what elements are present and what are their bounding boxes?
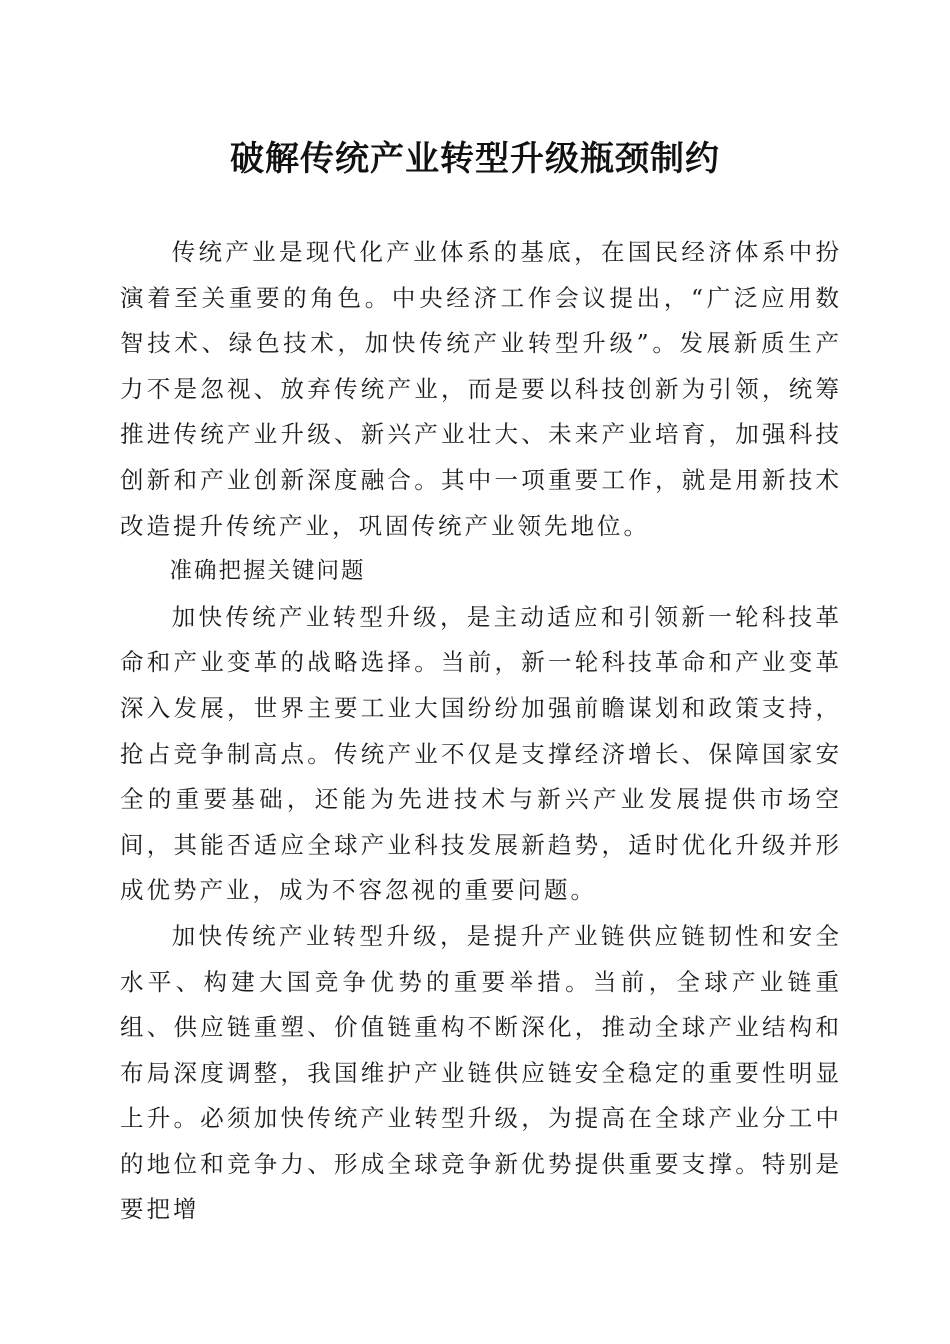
paragraph-strategic-choice: 加快传统产业转型升级，是主动适应和引领新一轮科技革命和产业变革的战略选择。当前，新一轮科技革命和产业变革深入发展，世界主要工业大国纷纷加强前瞻谋划和政策支持，抢占竞争制高点。传统产业不仅是支撑经济增长、保障国家安全的重要基础，还能为先进技术与新兴产业发展提供市场空间，其能否适应全球产业科技发展新趋势，适时优化升级并形成优势产业，成为不容忽视的重要问题。: [120, 602, 842, 905]
paragraph-supply-chain: 加快传统产业转型升级，是提升产业链供应链韧性和安全水平、构建大国竞争优势的重要举措。当前，全球产业链重组、供应链重塑、价值链重构不断深化，推动全球产业结构和布局深度调整，我国维护产业链供应链安全稳定的重要性明显上升。必须加快传统产业转型升级，为提高在全球产业分工中的地位和竞争力、形成全球竞争新优势提供重要支撑。特别是要把增: [120, 921, 842, 1224]
document-title: 破解传统产业转型升级瓶颈制约: [230, 139, 720, 179]
section-heading: 准确把握关键问题: [169, 558, 366, 585]
document-body: [120, 230, 842, 1233]
paragraph-intro: 传统产业是现代化产业体系的基底，在国民经济体系中扮演着至关重要的角色。中央经济工作会议提出，“广泛应用数智技术、绿色技术，加快传统产业转型升级”。发展新质生产力不是忽视、放弃传统产业，而是要以科技创新为引领，统筹推进传统产业升级、新兴产业壮大、未来产业培育，加强科技创新和产业创新深度融合。其中一项重要工作，就是用新技术改造提升传统产业，巩固传统产业领先地位。: [120, 238, 842, 540]
